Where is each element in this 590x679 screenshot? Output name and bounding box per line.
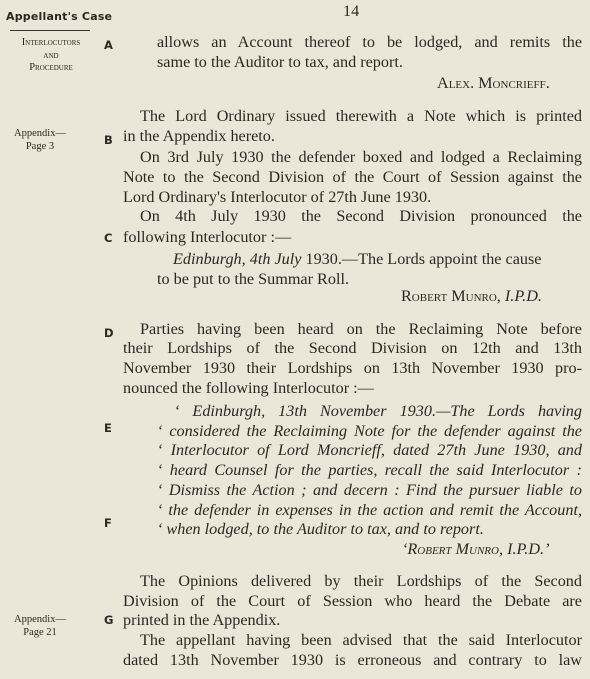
- body-line: On 4th July 1930 the Second Division pronounced the: [140, 207, 582, 225]
- body-line: allows an Account thereof to be lodged, and remits the: [157, 33, 582, 51]
- margin-letter-b: B: [104, 133, 113, 147]
- margin-note-appendix-page-3: Appendix— Page 3: [14, 128, 66, 152]
- margin-letter-e: E: [104, 421, 112, 435]
- quote-line: ‘ Dismiss the Action ; and decern : Find the pursuer liable to: [157, 481, 582, 499]
- body-line: Lord Ordinary's Interlocutor of 27th June 1930.: [123, 188, 432, 206]
- body-line: to be put to the Summar Roll.: [157, 270, 349, 288]
- page-number: 14: [343, 2, 360, 20]
- quote-line: ‘ Interlocutor of Lord Moncrieff, dated 27th June 1930, and: [157, 441, 582, 459]
- body-line: same to the Auditor to tax, and report.: [157, 53, 403, 71]
- body-line: Edinburgh, 4th July 1930.—The Lords appoint the cause: [173, 250, 542, 268]
- margin-letter-g: G: [104, 613, 114, 627]
- quote-line: ‘ when lodged, to the Auditor to tax, and to report.: [157, 520, 484, 538]
- body-line: The Opinions delivered by their Lordships of the Second: [140, 572, 582, 590]
- margin-note-procedure: Interlocutors and Procedure: [21, 37, 81, 73]
- header-rule: [10, 30, 90, 31]
- margin-letter-d: D: [104, 326, 114, 340]
- body-line: On 3rd July 1930 the defender boxed and lodged a Reclaiming: [140, 148, 582, 166]
- body-line: Note to the Second Division of the Court of Session against the: [123, 168, 582, 186]
- body-line: in the Appendix hereto.: [123, 127, 275, 145]
- signature-moncrieff: Alex. Moncrieff.: [437, 74, 550, 92]
- body-line: their Lordships of the Second Division on 12th and 13th: [123, 339, 582, 357]
- running-title: Appellant's Case: [6, 10, 113, 23]
- body-line: The Lord Ordinary issued therewith a Note which is printed: [140, 107, 582, 125]
- body-line: following Interlocutor :—: [123, 228, 292, 246]
- signature-munro: Robert Munro, I.P.D.: [401, 287, 542, 305]
- body-line: November 1930 their Lordships on 13th November 1930 pro-: [123, 359, 582, 377]
- margin-note-appendix-page-21: Appendix— Page 21: [14, 614, 66, 638]
- body-line: The appellant having been advised that the said Interlocutor: [140, 631, 582, 649]
- quote-signature: ‘Robert Munro, I.P.D.’: [402, 540, 550, 558]
- body-line: printed in the Appendix.: [123, 611, 281, 629]
- margin-letter-a: A: [104, 38, 113, 52]
- margin-letter-f: F: [104, 516, 112, 530]
- body-line: Parties having been heard on the Reclaiming Note before: [140, 320, 582, 338]
- margin-letter-c: C: [104, 231, 113, 245]
- body-line: nounced the following Interlocutor :—: [123, 379, 374, 397]
- quote-line: ‘ heard Counsel for the parties, recall the said Interlocutor :: [157, 461, 582, 479]
- quote-line: ‘ Edinburgh, 13th November 1930.—The Lords having: [174, 402, 582, 420]
- quote-line: ‘ considered the Reclaiming Note for the defender against the: [157, 422, 582, 440]
- body-line: Division of the Court of Session who heard the Debate are: [123, 592, 582, 610]
- body-line: dated 13th November 1930 is erroneous and contrary to law: [123, 651, 582, 669]
- quote-line: ‘ the defender in expenses in the action and remit the Account,: [157, 501, 582, 519]
